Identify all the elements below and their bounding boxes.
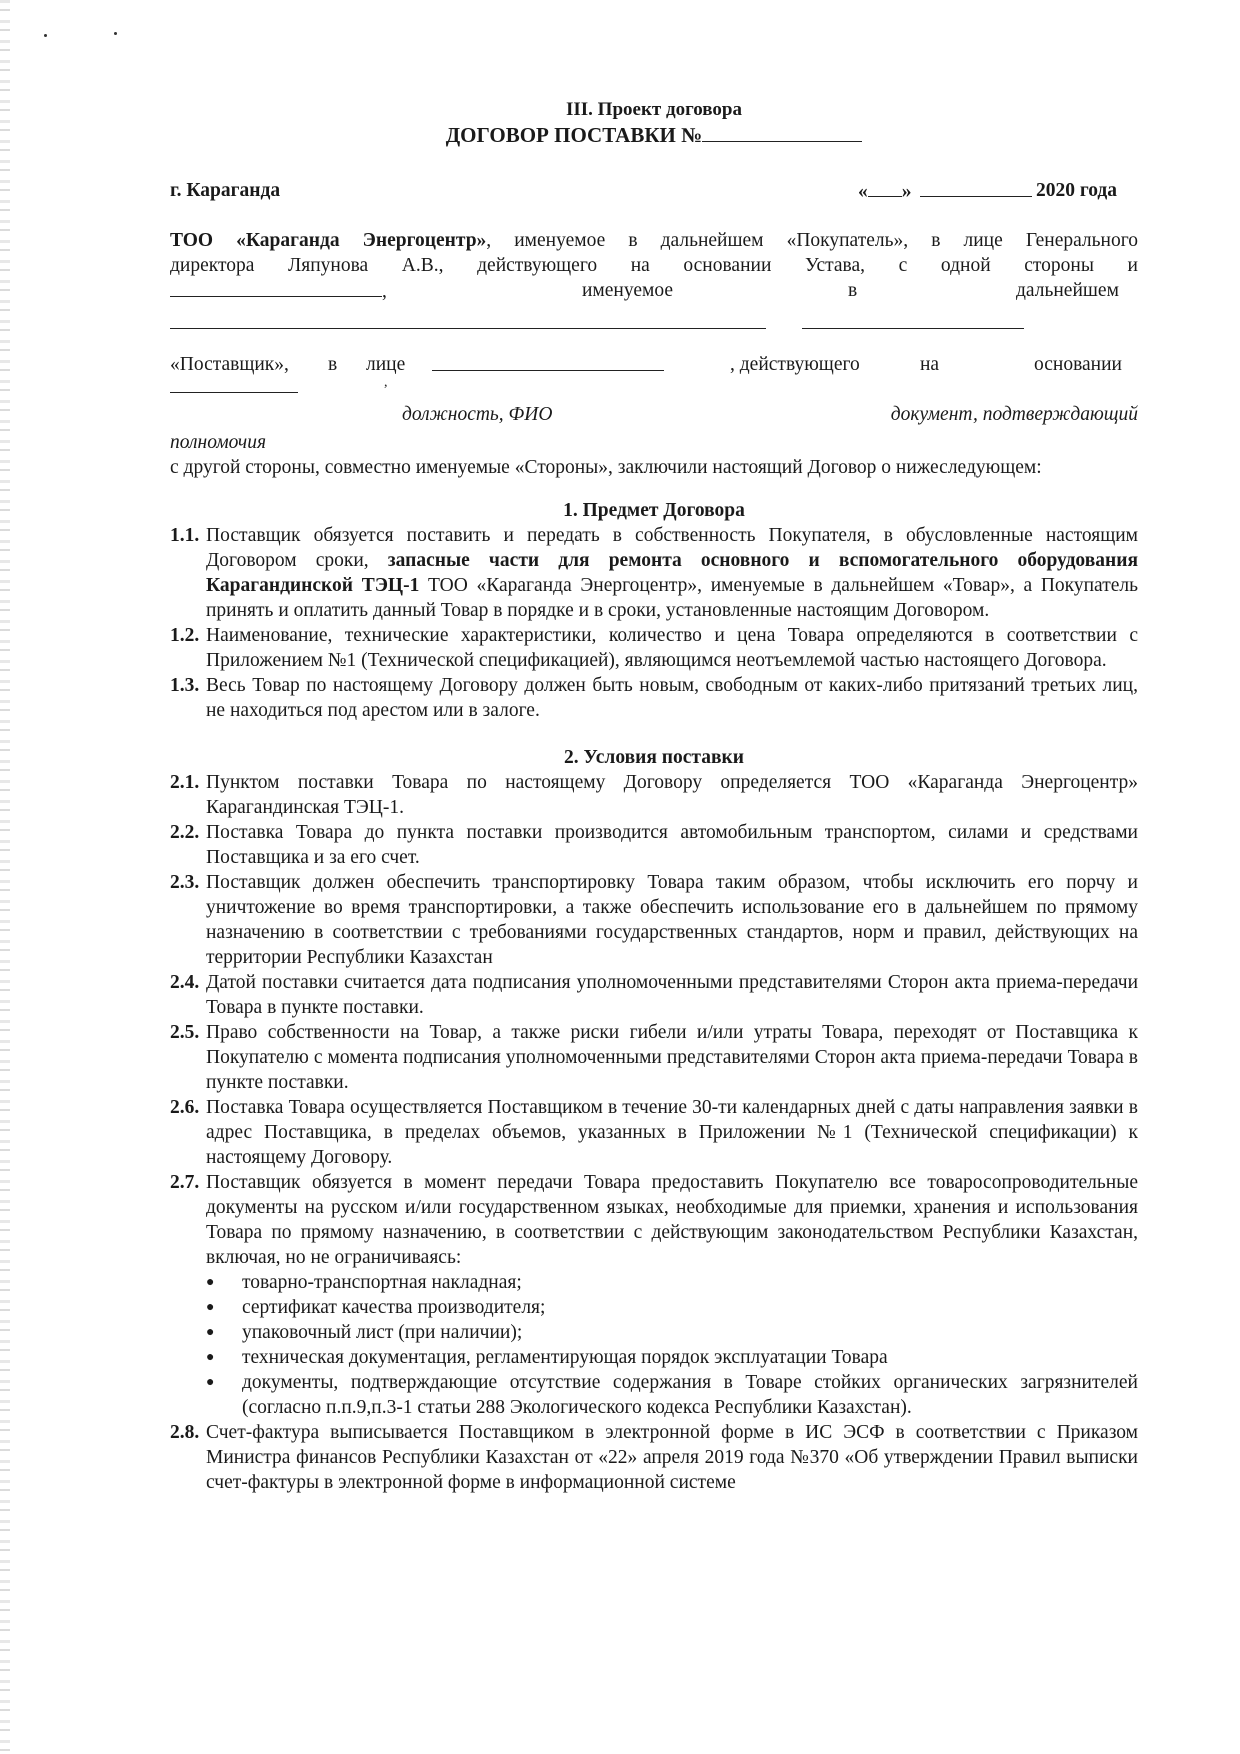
year: 2020 года [1036,180,1118,201]
caption-row [170,402,1138,430]
clause-text: Поставщик обязуется в момент передачи Товара предоставить Покупателю все товаросопроводительные документы на русском и/или государственном языках, необходимые для приемки, хранения и использования Товара по прямому назначению, в соответствии с действующим законодательством Республики Казахстан, включая, но не ограничиваясь: [206,1172,1138,1268]
supplier-name-blank-wrap [170,278,387,304]
clause-text: Наименование, технические характеристики, количество и цена Товара определяются в соответствии с Приложением №1 (Технической спецификацией), являющимся неотъемлемой частью настоящего Договора. [206,625,1138,671]
blank-line-short [802,328,1024,329]
scan-speck [114,32,117,35]
clause-2-1 [170,770,1138,820]
section1-title: 1. Предмет Договора [563,500,745,521]
in-word: в [848,280,858,301]
list-item-text: товарно-транспортная накладная; [242,1272,522,1293]
contract-page [170,98,1138,1495]
list-item-text: сертификат качества производителя; [242,1297,546,1318]
month-blank [920,178,1032,197]
preamble-line-3 [170,278,1138,304]
preamble-closing: с другой стороны, совместно именуемые «Стороны», заключили настоящий Договор о нижеследующем: [170,457,1042,478]
supplier-label: «Поставщик», [170,354,289,375]
comma-mark: , [384,375,388,390]
list-item [170,1345,1138,1370]
parties-preamble [170,228,1138,304]
list-item-text: документы, подтверждающие отсутствие содержания в Товаре стойких органических загрязнителей (согласно п.п.9,п.3-1 статьи 288 Экологического кодекса Республики Казахстан). [242,1372,1138,1418]
buyer-name: ТОО «Караганда Энергоцентр» [170,230,487,251]
clause-text: Поставка Товара осуществляется Поставщиком в течение 30-ти календарных дней с даты направления заявки в адрес Поставщика, в пределах объемов, указанных в Приложении №1 (Технической спецификации) к настоящему Договору. [206,1097,1138,1168]
bullet-icon: ● [206,1325,215,1340]
caption-document: документ, подтверждающий [890,404,1138,425]
scan-edge-artifact [0,0,10,1754]
clause-number: 2.4. [170,972,200,993]
bullet-icon: ● [206,1300,215,1315]
clause-text [206,523,1138,623]
bullet-icon: ● [206,1350,215,1365]
doc-blank-row [170,375,1138,402]
date-day [858,178,912,204]
list-item [170,1295,1138,1320]
preamble-line-2: директора Ляпунова А.В., действующего на основании Устава, с одной стороны и [170,255,1138,276]
blank-line-long [170,328,766,329]
clause-2-7 [170,1170,1138,1270]
clause-text: Весь Товар по настоящему Договору должен быть новым, свободным от каких-либо притязаний третьих лиц, не находиться под арестом или в залоге. [206,675,1138,721]
clause-2-6 [170,1095,1138,1170]
named-word: именуемое [582,280,673,301]
caption-position: должность, ФИО [402,404,553,425]
clause-text: Счет-фактура выписывается Поставщиком в электронной форме в ИС ЭСФ в соответствии с Приказом Министра финансов Республики Казахстан от «22» апреля 2019 года №370 «Об утверждении Правил выписки счет-фактуры в электронной форме в информационной системе [206,1422,1138,1493]
section2-title: 2. Условия поставки [564,747,744,768]
supplier-rep-blank-wrap [432,352,664,378]
clause-text: Поставка Товара до пункта поставки производится автомобильным транспортом, силами и средствами Поставщика и за его счет. [206,822,1138,868]
clause-number: 2.7. [170,1172,200,1193]
buyer-role: , именуемое в дальнейшем «Покупатель», в лице Генерального [486,230,1138,251]
clause-2-2 [170,820,1138,870]
doc-blank-wrap [170,374,298,400]
clause-2-5 [170,1020,1138,1095]
clause-2-3 [170,870,1138,970]
clause-2-4 [170,970,1138,1020]
list-item [170,1370,1138,1420]
supplier-in: в [328,354,338,375]
contract-title [170,122,1138,148]
clause-text: Поставщик должен обеспечить транспортировку Товара таким образом, чтобы исключить его порчу и уничтожение во время транспортировки, а также обеспечить использование его в дальнейшем по прямому назначению в соответствии с требованиями государственных стандартов, норм и правил, действующих на территории Республики Казахстан [206,872,1138,968]
clause-text: Право собственности на Товар, а также риски гибели и/или утраты Товара, переходят от Поставщика к Покупателю с момента подписания уполномоченными представителями Сторон акта приема-передачи Товара в пункте поставки. [206,1022,1138,1093]
clause-text-pre: Поставщик обязуется поставить и передать в собственность Покупателя, в обусловленные настоящим Договором сроки, [206,525,1138,571]
documents-list [170,1270,1138,1420]
quote-open: « [858,181,868,202]
clause-number: 1.1. [170,525,200,546]
clause-number: 2.5. [170,1022,200,1043]
contract-title-text: ДОГОВОР ПОСТАВКИ № [445,123,703,147]
list-item [170,1270,1138,1295]
supplier-acting: , действующего [730,354,860,375]
clause-number: 1.2. [170,625,200,646]
place-date-row [170,178,1138,206]
supplier-on: на [920,354,940,375]
bullet-icon: ● [206,1275,215,1290]
day-blank [868,178,902,197]
clause-text-bold: запасные части для ремонта основного и вспомогательного оборудования Карагандинской ТЭЦ-1 [206,550,1138,596]
clause-text: Датой поставки считается дата подписания уполномоченными представителями Сторон акта приема-передачи Товара в пункте поставки. [206,972,1138,1018]
list-item [170,1320,1138,1345]
list-item-text: упаковочный лист (при наличии); [242,1322,523,1343]
supplier-rep-blank [432,352,664,371]
doc-blank [170,374,298,393]
clause-text: Пунктом поставки Товара по настоящему Договору определяется ТОО «Караганда Энергоцентр» Карагандинская ТЭЦ-1. [206,772,1138,818]
supplier-name-blank [170,278,382,297]
supplier-line [170,352,1138,380]
list-item-text: техническая документация, регламентирующая порядок эксплуатации Товара [242,1347,888,1368]
clause-1-1 [170,523,1138,623]
preamble-line-1 [170,228,1138,253]
comma: , [382,281,387,302]
bullet-icon: ● [206,1375,215,1390]
clause-1-2 [170,623,1138,673]
quote-close: » [901,181,912,202]
blank-lines-row [170,304,1138,352]
scan-speck [44,34,47,37]
section-heading: III. Проект договора [566,99,742,120]
clause-number: 2.3. [170,872,200,893]
clause-1-3 [170,673,1138,723]
caption-authority: полномочия [170,432,267,453]
clause-2-8 [170,1420,1138,1495]
contract-number-blank [702,123,862,142]
supplier-basis: основании [1034,354,1122,375]
month-blank-wrap [920,178,1032,204]
clause-text-post: ТОО «Караганда Энергоцентр», именуемые в дальнейшем «Товар», а Покупатель принять и оплатить данный Товар в порядке и в сроки, установленные настоящим Договором. [206,575,1139,621]
city: г. Караганда [170,180,281,201]
supplier-face: лице [366,354,406,375]
clause-number: 2.2. [170,822,200,843]
further-word: дальнейшем [1016,280,1119,301]
clause-number: 1.3. [170,675,200,696]
clause-number: 2.6. [170,1097,200,1118]
clause-number: 2.1. [170,772,200,793]
clause-number: 2.8. [170,1422,200,1443]
